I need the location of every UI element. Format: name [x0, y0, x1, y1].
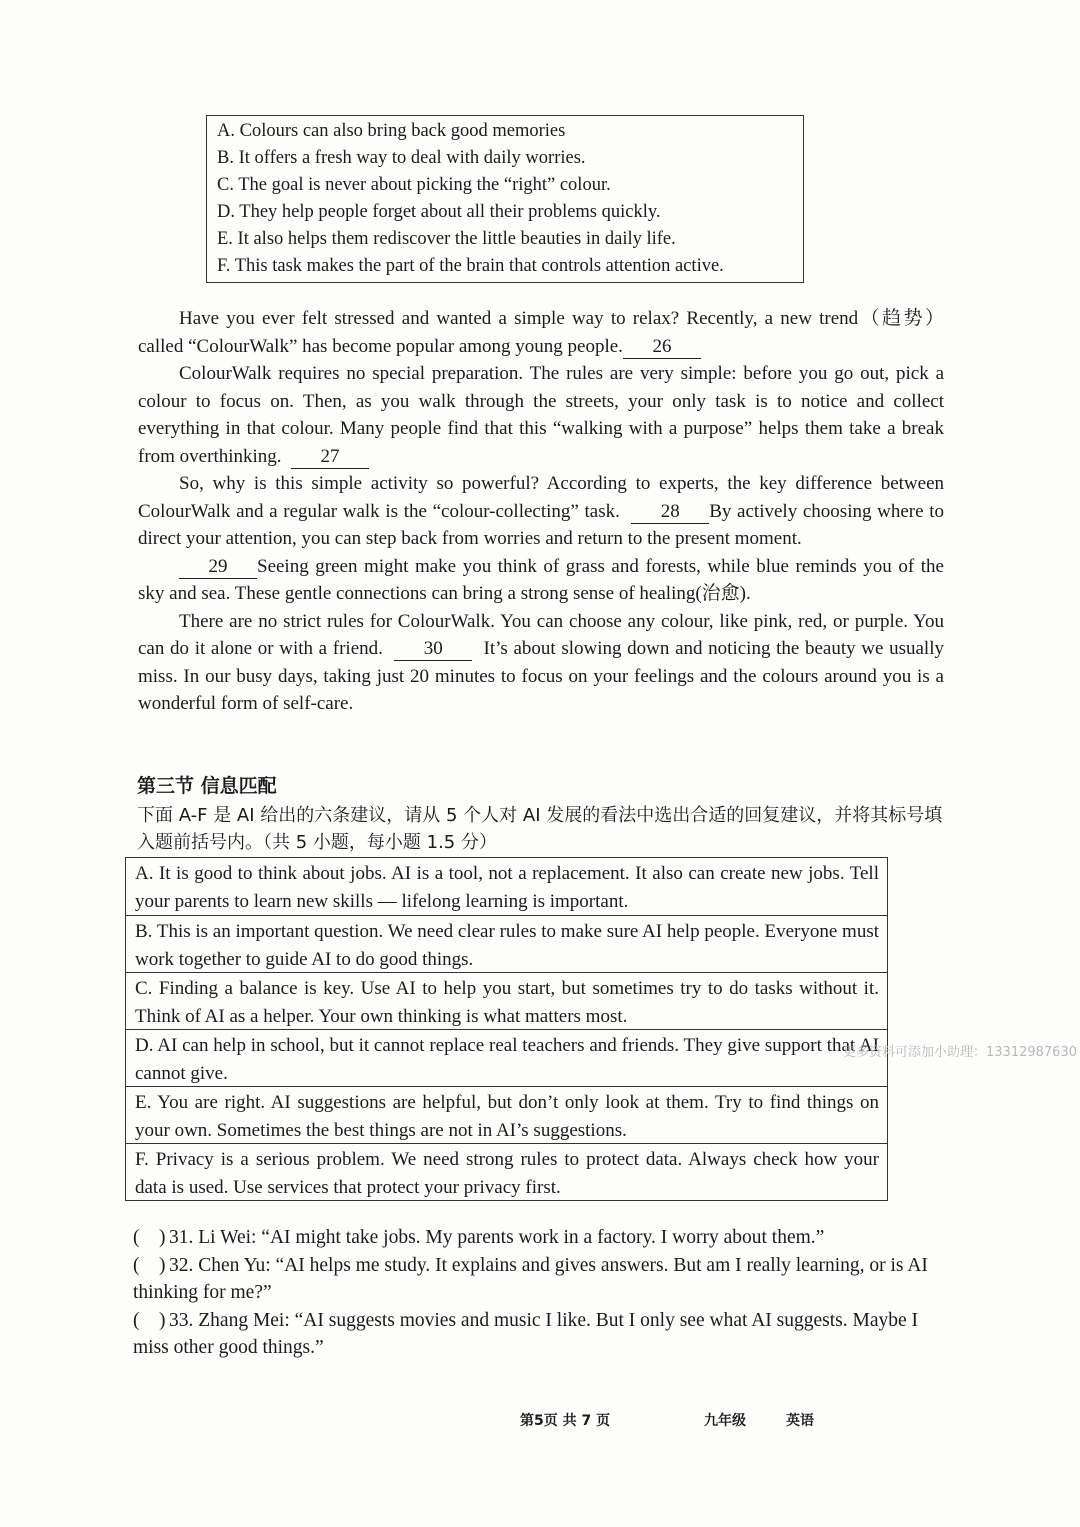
- blank-30[interactable]: 30: [394, 638, 472, 661]
- question-33: ( ) 33. Zhang Mei: “AI suggests movies and music I like. But I only see what AI suggests. Maybe I miss other good things.”: [133, 1307, 945, 1362]
- advice-b: B. This is an important question. We need clear rules to make sure AI help people. Everyone must work together to guide AI to do good things.: [126, 915, 887, 972]
- paragraph-2: ColourWalk requires no special preparation. The rules are very simple: before you go out, pick a colour to focus on. Then, as you walk through the streets, your only task is to notice and collect everything in that colour. Many people find that this “walking with a purpose” helps them take a break from overthinking. 27: [138, 363, 944, 467]
- grade-label: 九年级: [704, 1413, 746, 1429]
- paragraph-4: 29 Seeing green might make you think of grass and forests, while blue reminds you of the sky and sea. These gentle connections can bring a strong sense of healing(治愈).: [138, 555, 944, 604]
- paragraph-1: Have you ever felt stressed and wanted a simple way to relax? Recently, a new trend（趋势） called “ColourWalk” has become popular among young people. 26: [138, 308, 944, 357]
- option-f: F. This task makes the part of the brain that controls attention active.: [217, 256, 724, 276]
- option-e: E. It also helps them rediscover the little beauties in daily life.: [217, 229, 676, 249]
- advice-d: D. AI can help in school, but it cannot replace real teachers and friends. They give support that AI cannot give.: [126, 1029, 887, 1086]
- advice-e: E. You are right. AI suggestions are helpful, but don’t only look at them. Try to find things on your own. Sometimes the best things are not in AI’s suggestions.: [126, 1086, 887, 1143]
- advice-c: C. Finding a balance is key. Use AI to help you start, but sometimes try to do tasks without it. Think of AI as a helper. Your own thinking is what matters most.: [126, 972, 887, 1029]
- advice-table: [125, 857, 888, 1201]
- blank-29[interactable]: 29: [179, 556, 257, 579]
- answer-bracket[interactable]: ( ): [133, 1254, 166, 1276]
- option-b: B. It offers a fresh way to deal with daily worries.: [217, 148, 586, 168]
- blank-28[interactable]: 28: [631, 501, 709, 524]
- watermark: 更多资料可添加小助理：13312987630: [843, 1045, 1077, 1060]
- option-a: A. Colours can also bring back good memories: [217, 121, 566, 141]
- paragraph-5: There are no strict rules for ColourWalk. You can choose any colour, like pink, red, or purple. You can do it alone or with a friend. 30 It’s about slowing down and noticing the beauty we usually miss. In our busy days, taking just 20 minutes to focus on your feelings and the colours around you is a wonderful form of self-care.: [138, 610, 944, 714]
- question-31: ( ) 31. Li Wei: “AI might take jobs. My parents work in a factory. I worry about them.”: [133, 1224, 945, 1252]
- subject-label: 英语: [786, 1413, 814, 1429]
- option-c: C. The goal is never about picking the “right” colour.: [217, 175, 611, 195]
- question-32: ( ) 32. Chen Yu: “AI helps me study. It explains and gives answers. But am I really learning, or is AI thinking for me?”: [133, 1252, 945, 1307]
- paragraph-3: So, why is this simple activity so powerful? According to experts, the key difference between ColourWalk and a regular walk is the “colour-collecting” task. 28 By actively choosing where to direct your attention, you can step back from worries and return to the present moment.: [138, 473, 945, 549]
- blank-27[interactable]: 27: [291, 446, 369, 469]
- answer-bracket[interactable]: ( ): [133, 1227, 166, 1248]
- section-title: 第三节 信息匹配: [137, 775, 277, 797]
- options-box: [206, 115, 804, 283]
- blank-26[interactable]: 26: [623, 336, 701, 359]
- page-number: 第5页 共 7 页: [520, 1413, 611, 1429]
- advice-a: A. It is good to think about jobs. AI is a tool, not a replacement. It also can create new jobs. Tell your parents to learn new skills — lifelong learning is important.: [135, 863, 879, 912]
- reading-passage: [138, 305, 944, 718]
- section-instruction: 下面 A-F 是 AI 给出的六条建议，请从 5 个人对 AI 发展的看法中选出合适的回复建议，并将其标号填入题前括号内。（共 5 小题，每小题 1.5 分）: [137, 805, 943, 853]
- option-d: D. They help people forget about all their problems quickly.: [217, 202, 661, 222]
- question-list: [133, 1224, 945, 1362]
- advice-f: F. Privacy is a serious problem. We need strong rules to protect data. Always check how your data is used. Use services that protect your privacy first.: [126, 1143, 887, 1200]
- answer-bracket[interactable]: ( ): [133, 1309, 166, 1331]
